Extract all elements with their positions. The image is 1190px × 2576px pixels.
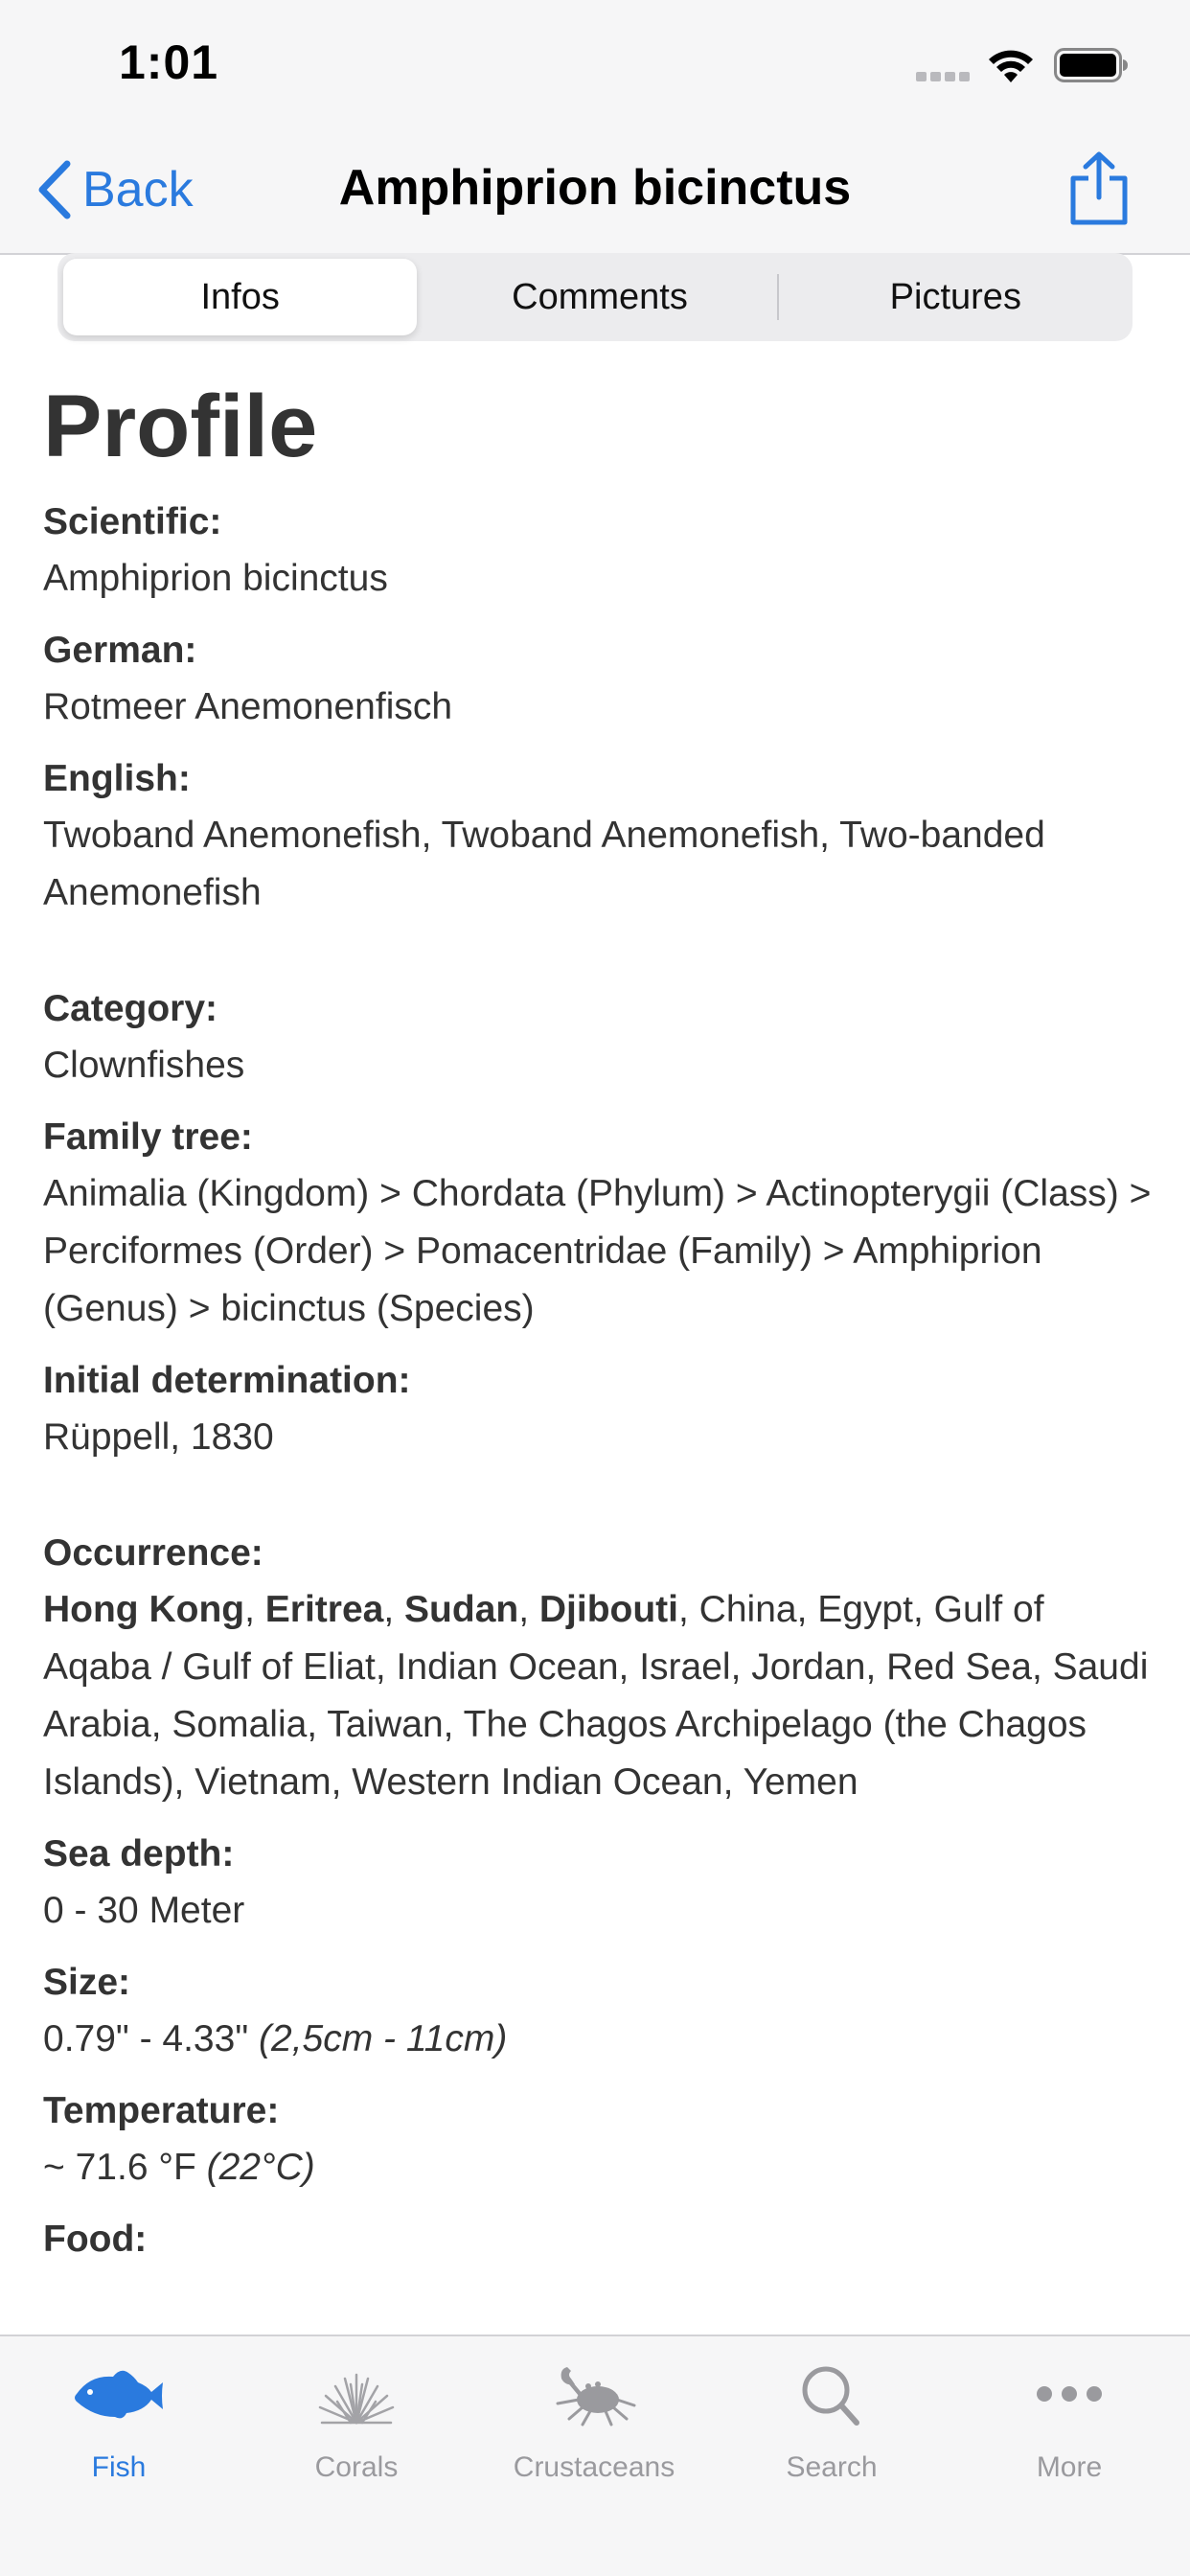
- field-size: [43, 1955, 1155, 2068]
- field-label: Size:: [43, 1962, 131, 2003]
- tab-corals[interactable]: [238, 2336, 475, 2490]
- field-category: [43, 981, 1155, 1094]
- battery-icon: [1054, 48, 1129, 82]
- field-value: Clownfishes: [43, 1045, 245, 1086]
- tab-label: Corals: [314, 2451, 399, 2483]
- field-value: Amphiprion bicinctus: [43, 558, 388, 599]
- occurrence-region: Hong Kong: [43, 1589, 245, 1630]
- occurrence-region: Sudan: [404, 1589, 519, 1630]
- field-food: [43, 2212, 1155, 2267]
- field-value: Animalia (Kingdom) > Chordata (Phylum) > Actinopterygii (Class) > Perciformes (Order) > Pomacentridae (Family) > Amphiprion (Genus) > bicinctus (Species): [43, 1173, 1152, 1329]
- field-label: Initial determination:: [43, 1360, 411, 1401]
- field-label: Category:: [43, 988, 218, 1029]
- more-icon: [1021, 2361, 1117, 2428]
- segment-comments[interactable]: Comments: [512, 276, 688, 317]
- occurrence-separator: ,: [383, 1589, 405, 1630]
- segment-infos[interactable]: Infos: [63, 259, 417, 335]
- tab-label: More: [1036, 2451, 1103, 2483]
- occurrence-region: Djibouti: [538, 1589, 679, 1630]
- field-value: Rüppell, 1830: [43, 1416, 274, 1458]
- fish-icon: [71, 2361, 167, 2428]
- field-label: Sea depth:: [43, 1833, 235, 1874]
- field-label: English:: [43, 758, 191, 799]
- profile-content: [43, 374, 1155, 2267]
- field-initial-determination: [43, 1353, 1155, 1466]
- field-german: [43, 623, 1155, 736]
- field-value: [43, 2139, 1155, 2196]
- back-button-label: Back: [82, 162, 194, 218]
- tab-label: Fish: [91, 2451, 147, 2483]
- field-value: 0 - 30 Meter: [43, 1890, 245, 1931]
- field-value: [43, 2011, 1155, 2068]
- field-scientific: [43, 494, 1155, 608]
- occurrence-region: Eritrea: [264, 1589, 384, 1630]
- crab-icon: [546, 2361, 642, 2428]
- field-label: German:: [43, 630, 197, 671]
- temperature-celsius: (22°C): [206, 2147, 315, 2188]
- occurrence-separator: ,: [518, 1589, 539, 1630]
- field-temperature: [43, 2083, 1155, 2196]
- cellular-signal-icon: [916, 72, 972, 81]
- field-label: Temperature:: [43, 2090, 280, 2131]
- field-occurrence: [43, 1526, 1155, 1811]
- field-value: Twoband Anemonefish, Twoband Anemonefish, Two-banded Anemonefish: [43, 815, 1045, 913]
- tab-crustaceans[interactable]: [475, 2336, 713, 2490]
- status-time: 1:01: [119, 35, 219, 89]
- segmented-control: [57, 253, 1133, 341]
- field-value: Rotmeer Anemonenfisch: [43, 686, 453, 727]
- tab-fish[interactable]: [0, 2336, 238, 2490]
- segment-pictures[interactable]: Pictures: [889, 276, 1021, 317]
- field-label: Scientific:: [43, 501, 222, 542]
- field-label: Food:: [43, 2219, 148, 2260]
- wifi-icon: [987, 48, 1035, 84]
- temperature-fahrenheit: ~ 71.6 °F: [43, 2147, 196, 2188]
- tab-label: Search: [786, 2451, 878, 2483]
- tab-search[interactable]: [713, 2336, 950, 2490]
- search-icon: [784, 2361, 880, 2428]
- profile-heading: Profile: [43, 378, 318, 475]
- tab-label: Crustaceans: [513, 2451, 675, 2483]
- field-family-tree: [43, 1110, 1155, 1338]
- field-value: [43, 1581, 1155, 1811]
- field-english: [43, 751, 1155, 922]
- page-title: Amphiprion bicinctus: [338, 160, 852, 216]
- share-icon[interactable]: [1065, 150, 1133, 226]
- tab-bar: [0, 2334, 1190, 2576]
- size-metric: (2,5cm - 11cm): [259, 2018, 508, 2059]
- field-sea-depth: [43, 1827, 1155, 1940]
- size-imperial: 0.79" - 4.33": [43, 2018, 249, 2059]
- field-label: Occurrence:: [43, 1532, 263, 1574]
- tab-more[interactable]: [950, 2336, 1188, 2490]
- occurrence-list: , China, Egypt, Gulf of Aqaba / Gulf of Eliat, Indian Ocean, Israel, Jordan, Red Sea, Saudi Arabia, Somalia, Taiwan, The Chagos Archipelago (the Chagos Islands), Vietnam, Western Indian Ocean, Yemen: [43, 1589, 1149, 1803]
- occurrence-separator: ,: [244, 1589, 265, 1630]
- navigation-bar: [0, 0, 1190, 255]
- field-label: Family tree:: [43, 1116, 253, 1158]
- coral-icon: [309, 2361, 404, 2428]
